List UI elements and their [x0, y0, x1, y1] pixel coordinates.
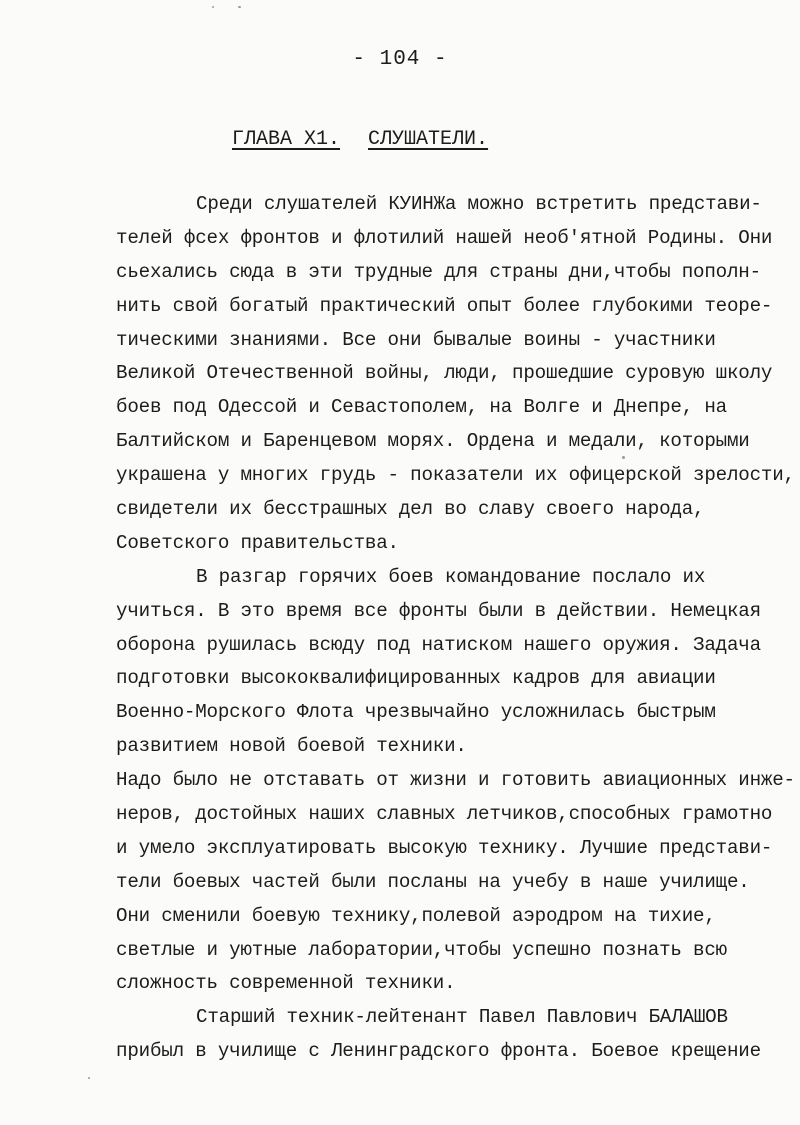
text-line: Великой Отечественной войны, люди, прошедшие суровую школу [116, 362, 773, 385]
text-line: прибыл в училище с Ленинградского фронта. Боевое крещение [116, 1040, 761, 1063]
text-line: сложность современной техники. [116, 972, 456, 995]
text-line: Военно-Морского Флота чрезвычайно усложнилась быстрым [116, 701, 716, 724]
scan-speck [238, 6, 241, 8]
text-line: тели боевых частей были посланы на учебу в наше училище. [116, 870, 750, 893]
text-line: тическими знаниями. Все они бывалые воины - участники [116, 328, 716, 351]
text-line: подготовки высококвалифицированных кадров для авиации [116, 667, 716, 690]
scan-speck [88, 1077, 90, 1079]
text-line: украшена у многих грудь - показатели их офицерской зрелости, [116, 464, 795, 487]
text-line: телей фсех фронтов и флотилий нашей необ'ятной Родины. Они [116, 226, 773, 249]
text-line: учиться. В это время все фронты были в действии. Немецкая [116, 599, 761, 622]
page-number: - 104 - [352, 48, 448, 71]
text-line: В разгар горячих боев командование послало их [196, 565, 706, 588]
text-line: неров, достойных наших славных летчиков,способных грамотно [116, 803, 773, 826]
text-line: боев под Одессой и Севастополем, на Волге и Днепре, на [116, 396, 727, 419]
scan-speck [212, 6, 214, 8]
body-text [116, 188, 800, 1069]
text-line: светлые и уютные лаборатории,чтобы успешно познать всю [116, 938, 727, 961]
chapter-heading [232, 128, 488, 151]
text-line: свидетели их бесстрашных дел во славу своего народа, [116, 498, 705, 521]
text-line: и умело эксплуатировать высокую технику. Лучшие представи- [116, 836, 773, 859]
text-line: Надо было не отставать от жизни и готовить авиационных инже- [116, 769, 795, 792]
text-line: развитием новой боевой техники. [116, 735, 467, 758]
text-line: Балтийском и Баренцевом морях. Ордена и медали, которыми [116, 430, 750, 453]
text-line: Старший техник-лейтенант Павел Павлович БАЛАШОВ [196, 1006, 728, 1029]
text-line: Среди слушателей КУИНЖа можно встретить представи- [196, 193, 762, 215]
text-line: сьехались сюда в эти трудные для страны дни,чтобы пополн- [116, 260, 761, 283]
text-line: оборона рушилась всюду под натиском нашего оружия. Задача [116, 633, 761, 656]
text-line: Они сменили боевую технику,полевой аэродром на тихие, [116, 904, 716, 927]
text-line: Советского правительства. [116, 531, 399, 554]
chapter-title: СЛУШАТЕЛИ. [368, 128, 489, 151]
chapter-number: ГЛАВА Х1. [232, 128, 341, 151]
scan-speck [622, 456, 625, 459]
text-line: нить свой богатый практический опыт более глубокими теоре- [116, 294, 773, 317]
